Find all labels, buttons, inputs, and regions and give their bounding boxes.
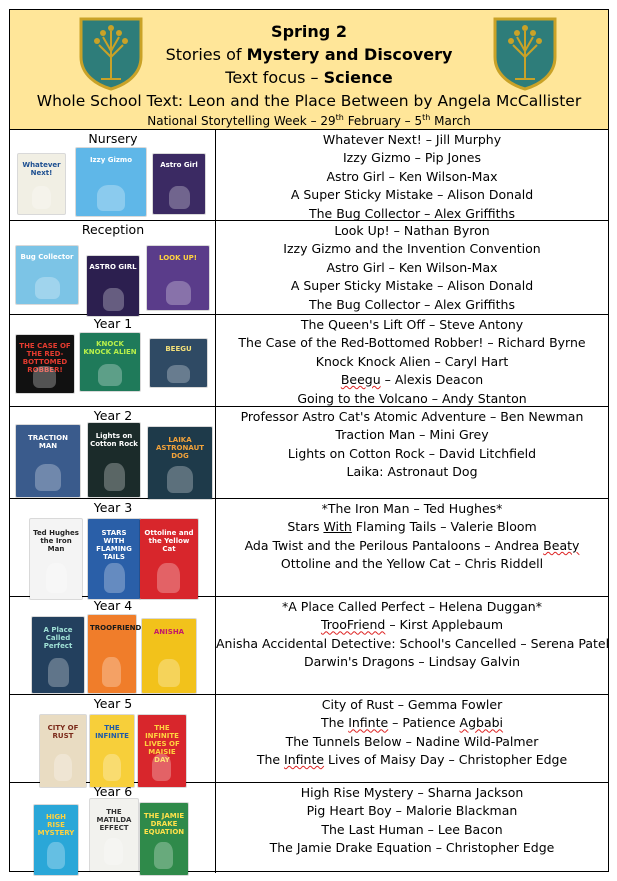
book-list: [216, 221, 608, 314]
book-cover-title: ANISHA: [153, 628, 185, 636]
book-cover-image: [34, 805, 78, 875]
book-title-author: The Tunnels Below – Nadine Wild-Palmer: [285, 733, 539, 749]
year-group-row: [10, 221, 608, 315]
year-label: Nursery: [88, 131, 138, 146]
book-cover-image: [140, 803, 188, 875]
book-cover-title: STARS WITH FLAMING TAILS: [96, 529, 132, 561]
cover-illustration: [157, 563, 180, 593]
book-title-author: Knock Knock Alien – Caryl Hart: [315, 353, 509, 369]
book-cover-title: Ottoline and the Yellow Cat: [144, 529, 194, 553]
book-cover-image: [18, 154, 65, 214]
year-group-row: [10, 130, 608, 221]
book-cover-title: Whatever Next!: [22, 161, 61, 177]
cover-illustration: [103, 288, 124, 311]
cover-illustration: [97, 185, 125, 211]
cover-illustration: [48, 658, 69, 687]
week-part: National Storytelling Week – 29: [147, 114, 336, 128]
book-title-author: A Super Sticky Mistake – Alison Donald: [290, 278, 534, 294]
book-list: [216, 783, 608, 873]
book-cover-image: [148, 427, 212, 499]
book-title-author: A Super Sticky Mistake – Alison Donald: [290, 187, 534, 203]
book-cover-title: Lights on Cotton Rock: [90, 432, 138, 448]
week-part: March: [430, 114, 471, 128]
book-title-author: Going to the Volcano – Andy Stanton: [297, 390, 527, 406]
book-cover-image: [80, 333, 140, 391]
book-title-author: The Case of the Red-Bottomed Robber! – Richard Byrne: [238, 335, 586, 351]
book-cover-title: LOOK UP!: [159, 254, 197, 262]
cover-illustration: [104, 463, 125, 491]
book-cover-title: Astro Girl: [160, 161, 198, 169]
cover-illustration: [46, 563, 67, 593]
book-title-author: Ottoline and the Yellow Cat – Chris Riddell: [280, 556, 544, 572]
book-title-author: The Jamie Drake Equation – Christopher Edge: [269, 840, 555, 856]
year-cell: [10, 221, 216, 314]
book-cover-image: [140, 519, 198, 599]
book-title-author: The Infinte – Patience Agbabi: [320, 715, 504, 731]
book-title-author: Izzy Gizmo and the Invention Convention: [283, 241, 541, 257]
book-title-author: Look Up! – Nathan Byron: [334, 223, 490, 238]
book-cover-title: TROOFRIEND: [90, 624, 142, 632]
book-cover-image: [90, 715, 134, 787]
book-cover-image: [88, 615, 142, 693]
focus-subject: Science: [323, 68, 393, 87]
book-cover-image: [16, 425, 80, 497]
book-cover-image: [40, 715, 86, 787]
book-title-author: TrooFriend – Kirst Applebaum: [320, 617, 504, 633]
cover-illustration: [47, 842, 65, 869]
cover-illustration: [54, 754, 72, 781]
book-title-author: Darwin's Dragons – Lindsay Galvin: [303, 654, 521, 670]
book-list: [216, 597, 608, 694]
year-cell: [10, 695, 216, 782]
cover-illustration: [98, 364, 122, 386]
cover-illustration: [103, 754, 121, 781]
cover-illustration: [167, 365, 190, 383]
book-cover-image: [147, 246, 209, 310]
book-cover-image: [88, 519, 140, 599]
cover-illustration: [104, 563, 125, 593]
year-cell: [10, 783, 216, 873]
book-cover-title: Izzy Gizmo: [89, 156, 133, 164]
book-cover-image: [30, 519, 82, 599]
book-title-author: Professor Astro Cat's Atomic Adventure – Ben Newman: [240, 409, 584, 424]
curriculum-document: [9, 9, 609, 872]
book-cover-title: HIGH RISE MYSTERY: [37, 813, 75, 837]
book-cover-title: KNOCK KNOCK ALIEN: [83, 340, 137, 356]
year-group-row: [10, 783, 608, 873]
book-cover-title: CITY OF RUST: [47, 724, 79, 740]
year-group-row: [10, 315, 608, 407]
cover-illustration: [102, 657, 121, 687]
book-cover-image: [16, 335, 74, 393]
book-title-author: The Queen's Lift Off – Steve Antony: [300, 317, 524, 332]
year-group-row: [10, 407, 608, 499]
year-cell: [10, 499, 216, 596]
book-cover-image: [32, 617, 84, 693]
book-list: [216, 130, 608, 220]
book-title-author: The Bug Collector – Alex Griffiths: [309, 205, 515, 221]
book-title-author: Anisha Accidental Detective: School's Cancelled – Serena Patel: [216, 635, 610, 651]
theme-prefix: Stories of: [165, 45, 247, 64]
book-title-author: Astro Girl – Ken Wilson-Max: [326, 259, 498, 275]
book-title-author: Lights on Cotton Rock – David Litchfield: [287, 445, 537, 461]
book-title-author: Stars With Flaming Tails – Valerie Bloom: [287, 519, 537, 535]
book-title-author: Izzy Gizmo – Pip Jones: [342, 150, 482, 166]
book-title-author: City of Rust – Gemma Fowler: [321, 697, 503, 712]
book-cover-image: [142, 619, 196, 693]
year-label: Year 6: [93, 784, 133, 799]
week-part: February – 5: [343, 114, 423, 128]
book-title-author: Whatever Next! – Jill Murphy: [322, 132, 502, 147]
year-group-row: [10, 499, 608, 597]
book-cover-image: [150, 339, 207, 387]
book-title-author: The Infinte Lives of Maisy Day – Christopher Edge: [256, 752, 568, 768]
book-title-author: Beegu – Alexis Deacon: [340, 372, 484, 388]
book-cover-image: [16, 246, 78, 304]
term-title: Spring 2: [271, 22, 347, 41]
book-cover-image: [88, 423, 140, 497]
book-cover-image: [87, 256, 139, 316]
book-cover-image: [153, 154, 205, 214]
cover-illustration: [158, 659, 180, 687]
book-list: [216, 499, 608, 596]
book-title-author: Astro Girl – Ken Wilson-Max: [326, 168, 498, 184]
cover-illustration: [154, 842, 173, 869]
year-cell: [10, 597, 216, 694]
book-cover-image: [76, 148, 146, 216]
cover-illustration: [33, 366, 56, 388]
book-cover-title: A Place Called Perfect: [43, 626, 73, 650]
book-cover-title: THE JAMIE DRAKE EQUATION: [143, 812, 185, 836]
year-label: Reception: [81, 222, 145, 237]
year-cell: [10, 407, 216, 498]
cover-illustration: [169, 186, 190, 209]
storytelling-week: [10, 113, 608, 128]
week-sup: th: [335, 113, 344, 122]
book-title-author: Ada Twist and the Perilous Pantaloons – Andrea Beaty: [244, 537, 580, 553]
book-cover-title: THE MATILDA EFFECT: [96, 808, 132, 832]
cover-illustration: [35, 464, 61, 491]
book-cover-title: ASTRO GIRL: [89, 263, 137, 271]
cover-illustration: [104, 838, 123, 865]
cover-illustration: [32, 186, 51, 209]
book-list: [216, 407, 608, 498]
book-cover-title: THE CASE OF THE RED-BOTTOMED ROBBER!: [19, 342, 71, 374]
book-cover-image: [90, 799, 138, 871]
book-cover-title: Ted Hughes the Iron Man: [33, 529, 79, 553]
year-group-row: [10, 597, 608, 695]
focus-line: [10, 68, 608, 87]
book-title-author: *A Place Called Perfect – Helena Duggan*: [282, 599, 542, 614]
week-sup: th: [422, 113, 431, 122]
theme-line: [10, 45, 608, 64]
year-label: Year 4: [93, 598, 133, 613]
cover-illustration: [167, 466, 193, 493]
book-title-author: Pig Heart Boy – Malorie Blackman: [306, 803, 518, 819]
cover-illustration: [152, 754, 171, 781]
cover-illustration: [35, 277, 60, 299]
year-label: Year 3: [93, 500, 133, 515]
year-label: Year 2: [93, 408, 133, 423]
year-cell: [10, 315, 216, 406]
book-title-author: The Last Human – Lee Bacon: [321, 821, 503, 837]
book-cover-image: [138, 715, 186, 787]
book-cover-title: TRACTION MAN: [28, 434, 68, 450]
year-label: Year 1: [93, 316, 133, 331]
book-title-author: *The Iron Man – Ted Hughes*: [321, 501, 503, 516]
header-banner: [10, 10, 608, 130]
book-cover-title: LAIKA ASTRONAUT DOG: [155, 436, 205, 460]
book-title-author: Laika: Astronaut Dog: [346, 464, 478, 480]
book-list: [216, 695, 608, 782]
book-cover-title: THE INFINITE: [95, 724, 129, 740]
year-group-row: [10, 695, 608, 783]
theme-name: Mystery and Discovery: [246, 45, 453, 64]
focus-prefix: Text focus –: [225, 68, 324, 87]
book-cover-title: Bug Collector: [20, 253, 74, 261]
book-list: [216, 315, 608, 406]
year-label: Year 5: [93, 696, 133, 711]
book-cover-title: BEEGU: [165, 345, 192, 353]
book-cover-title: THE INFINITE LIVES OF MAISIE DAY: [144, 724, 180, 764]
year-cell: [10, 130, 216, 220]
cover-illustration: [166, 281, 191, 305]
book-title-author: High Rise Mystery – Sharna Jackson: [300, 785, 524, 800]
book-title-author: The Bug Collector – Alex Griffiths: [309, 296, 515, 312]
book-title-author: Traction Man – Mini Grey: [335, 427, 489, 443]
whole-school-text: Whole School Text: Leon and the Place Between by Angela McCallister: [36, 92, 582, 110]
